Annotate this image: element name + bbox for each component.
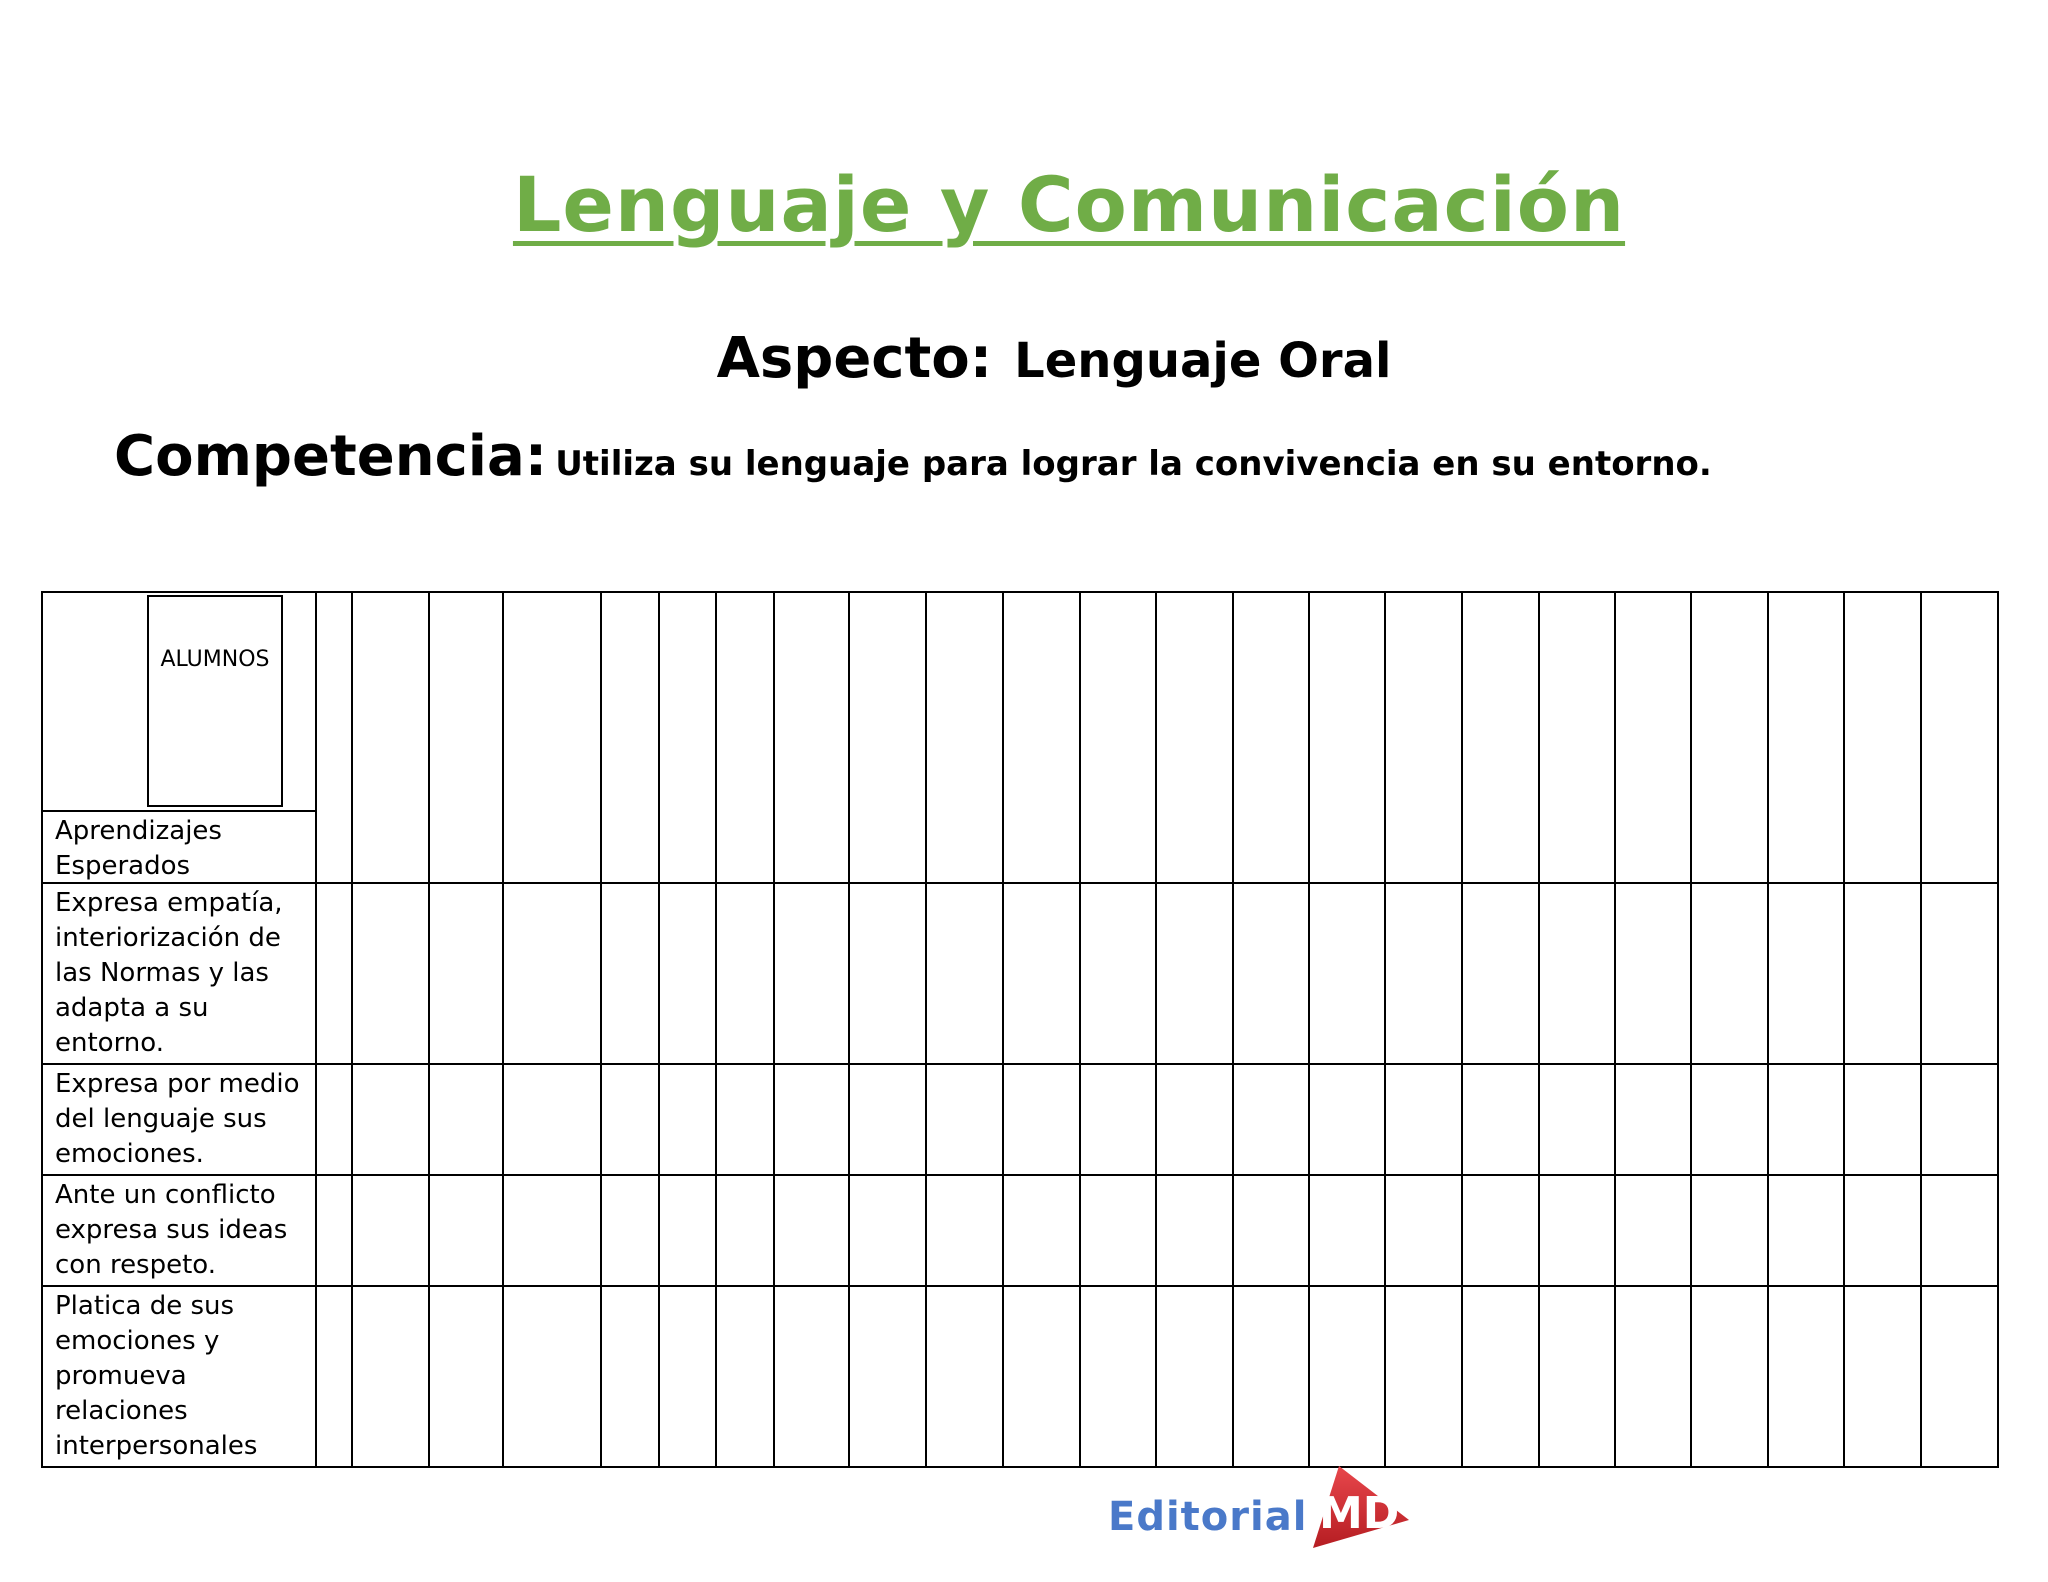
grade-cell[interactable] (1921, 1175, 1998, 1286)
grade-cell[interactable] (1691, 1286, 1768, 1467)
grade-cell[interactable] (352, 1286, 429, 1467)
grade-cell[interactable] (429, 883, 504, 1064)
grade-cell[interactable] (926, 1175, 1003, 1286)
grade-cell[interactable] (1080, 1175, 1157, 1286)
grade-cell[interactable] (1385, 1175, 1462, 1286)
grade-cell[interactable] (1233, 1175, 1309, 1286)
grade-cell[interactable] (1156, 1286, 1233, 1467)
grade-cell[interactable] (1080, 1064, 1157, 1175)
aprendizajes-header: Aprendizajes Esperados (43, 810, 315, 882)
grade-cell[interactable] (1462, 1175, 1539, 1286)
grade-cell[interactable] (659, 1175, 716, 1286)
grade-cell[interactable] (1080, 883, 1157, 1064)
grade-cell[interactable] (352, 1064, 429, 1175)
student-name-cell[interactable] (1233, 592, 1309, 883)
student-name-cell[interactable] (1309, 592, 1386, 883)
student-name-cell[interactable] (774, 592, 850, 883)
row-label: Expresa por medio del lenguaje sus emociones. (42, 1064, 316, 1175)
grade-cell[interactable] (316, 883, 352, 1064)
grade-cell[interactable] (1156, 883, 1233, 1064)
grade-cell[interactable] (1462, 1286, 1539, 1467)
grade-cell[interactable] (1844, 1175, 1921, 1286)
aspecto-label: Aspecto: (716, 326, 993, 391)
grade-cell[interactable] (849, 1286, 926, 1467)
grade-cell[interactable] (1156, 1175, 1233, 1286)
grade-cell[interactable] (926, 1286, 1003, 1467)
evaluation-table (41, 591, 1999, 1468)
grade-cell[interactable] (1003, 1064, 1080, 1175)
editorial-md-logo (1108, 1482, 1411, 1552)
grade-cell[interactable] (429, 1286, 504, 1467)
grade-cell[interactable] (1003, 1286, 1080, 1467)
grade-cell[interactable] (1921, 1286, 1998, 1467)
grade-cell[interactable] (1844, 1286, 1921, 1467)
grade-cell[interactable] (1309, 1064, 1386, 1175)
grade-cell[interactable] (352, 883, 429, 1064)
student-name-cell[interactable] (926, 592, 1003, 883)
grade-cell[interactable] (926, 883, 1003, 1064)
grade-cell[interactable] (1768, 1175, 1845, 1286)
grade-cell[interactable] (352, 1175, 429, 1286)
student-name-cell[interactable] (1615, 592, 1691, 883)
grade-cell[interactable] (1691, 883, 1768, 1064)
grade-cell[interactable] (1921, 883, 1998, 1064)
table-body (42, 592, 1998, 1467)
student-name-cell[interactable] (1080, 592, 1157, 883)
grade-cell[interactable] (1385, 1064, 1462, 1175)
grade-cell[interactable] (601, 883, 659, 1064)
table-row (42, 883, 1998, 1064)
grade-cell[interactable] (774, 1286, 850, 1467)
grade-cell[interactable] (1309, 1286, 1386, 1467)
grade-cell[interactable] (849, 1175, 926, 1286)
table-row (42, 1175, 1998, 1286)
grade-cell[interactable] (503, 1286, 600, 1467)
grade-cell[interactable] (659, 1286, 716, 1467)
aspecto-value: Lenguaje Oral (1014, 333, 1392, 389)
grade-cell[interactable] (1462, 883, 1539, 1064)
grade-cell[interactable] (1768, 883, 1845, 1064)
table-row (42, 1064, 1998, 1175)
grade-cell[interactable] (1921, 1064, 1998, 1175)
student-name-cell[interactable] (849, 592, 926, 883)
grade-cell[interactable] (1844, 883, 1921, 1064)
grade-cell[interactable] (774, 883, 850, 1064)
student-name-cell[interactable] (503, 592, 600, 883)
grade-cell[interactable] (716, 1175, 774, 1286)
grade-cell[interactable] (1539, 883, 1616, 1064)
grade-cell[interactable] (316, 1064, 352, 1175)
md-logo-icon (1311, 1462, 1411, 1552)
grade-cell[interactable] (601, 1064, 659, 1175)
competencia-value: Utiliza su lenguaje para lograr la convivencia en su entorno. (555, 444, 1712, 484)
table-row (42, 1286, 1998, 1467)
grade-cell[interactable] (1844, 1064, 1921, 1175)
grade-cell[interactable] (1768, 1064, 1845, 1175)
grade-cell[interactable] (1691, 1064, 1768, 1175)
student-name-cell[interactable] (659, 592, 716, 883)
grade-cell[interactable] (1233, 883, 1309, 1064)
page-title (0, 160, 2048, 249)
grade-cell[interactable] (1080, 1286, 1157, 1467)
logo-text: Editorial (1108, 1494, 1308, 1540)
grade-cell[interactable] (316, 1286, 352, 1467)
grade-cell[interactable] (849, 883, 926, 1064)
grade-cell[interactable] (503, 1064, 600, 1175)
grade-cell[interactable] (1539, 1064, 1616, 1175)
alumnos-box (147, 595, 283, 807)
grade-cell[interactable] (1615, 883, 1691, 1064)
student-name-cell[interactable] (601, 592, 659, 883)
competencia-label: Competencia: (114, 424, 548, 489)
grade-cell[interactable] (1385, 883, 1462, 1064)
grade-cell[interactable] (1309, 1175, 1386, 1286)
student-name-cell[interactable] (1844, 592, 1921, 883)
grade-cell[interactable] (774, 1175, 850, 1286)
student-name-cell[interactable] (1385, 592, 1462, 883)
grade-cell[interactable] (1233, 1064, 1309, 1175)
grade-cell[interactable] (1615, 1286, 1691, 1467)
grade-cell[interactable] (316, 1175, 352, 1286)
grade-cell[interactable] (503, 1175, 600, 1286)
grade-cell[interactable] (1539, 1175, 1616, 1286)
grade-cell[interactable] (1691, 1175, 1768, 1286)
grade-cell[interactable] (926, 1064, 1003, 1175)
student-name-cell[interactable] (1691, 592, 1768, 883)
grade-cell[interactable] (1615, 1175, 1691, 1286)
grade-cell[interactable] (1615, 1064, 1691, 1175)
student-name-cell[interactable] (1156, 592, 1233, 883)
grade-cell[interactable] (601, 1286, 659, 1467)
grade-cell[interactable] (1003, 1175, 1080, 1286)
student-name-cell[interactable] (316, 592, 352, 883)
student-name-cell[interactable] (1462, 592, 1539, 883)
student-name-cell[interactable] (1539, 592, 1616, 883)
student-name-cell[interactable] (1003, 592, 1080, 883)
grade-cell[interactable] (1385, 1286, 1462, 1467)
grade-cell[interactable] (1462, 1064, 1539, 1175)
grade-cell[interactable] (716, 1286, 774, 1467)
grade-cell[interactable] (659, 883, 716, 1064)
row-label: Platica de sus emociones y promueva relaciones interpersonales (42, 1286, 316, 1467)
alumnos-label: ALUMNOS (160, 647, 270, 672)
grade-cell[interactable] (716, 883, 774, 1064)
student-name-cell[interactable] (1921, 592, 1998, 883)
grade-cell[interactable] (849, 1064, 926, 1175)
competencia-line (114, 424, 1712, 489)
corner-header-cell (42, 592, 316, 883)
grade-cell[interactable] (1539, 1286, 1616, 1467)
grade-cell[interactable] (601, 1175, 659, 1286)
grade-cell[interactable] (429, 1175, 504, 1286)
grade-cell[interactable] (1309, 883, 1386, 1064)
grade-cell[interactable] (774, 1064, 850, 1175)
grade-cell[interactable] (716, 1064, 774, 1175)
row-label: Ante un conflicto expresa sus ideas con respeto. (42, 1175, 316, 1286)
grade-cell[interactable] (429, 1064, 504, 1175)
student-name-cell[interactable] (716, 592, 774, 883)
student-name-cell[interactable] (1768, 592, 1845, 883)
row-label: Expresa empatía, interiorización de las Normas y las adapta a su entorno. (42, 883, 316, 1064)
grade-cell[interactable] (1233, 1286, 1309, 1467)
student-name-cell[interactable] (429, 592, 504, 883)
grade-cell[interactable] (659, 1064, 716, 1175)
grade-cell[interactable] (1003, 883, 1080, 1064)
logo-mark: MD (1319, 1488, 1400, 1539)
grade-cell[interactable] (1156, 1064, 1233, 1175)
grade-cell[interactable] (1768, 1286, 1845, 1467)
header-row (42, 592, 1998, 883)
grade-cell[interactable] (503, 883, 600, 1064)
student-name-cell[interactable] (352, 592, 429, 883)
title-text: Lenguaje y Comunicación (512, 160, 1626, 249)
aspecto-line (0, 326, 2048, 391)
